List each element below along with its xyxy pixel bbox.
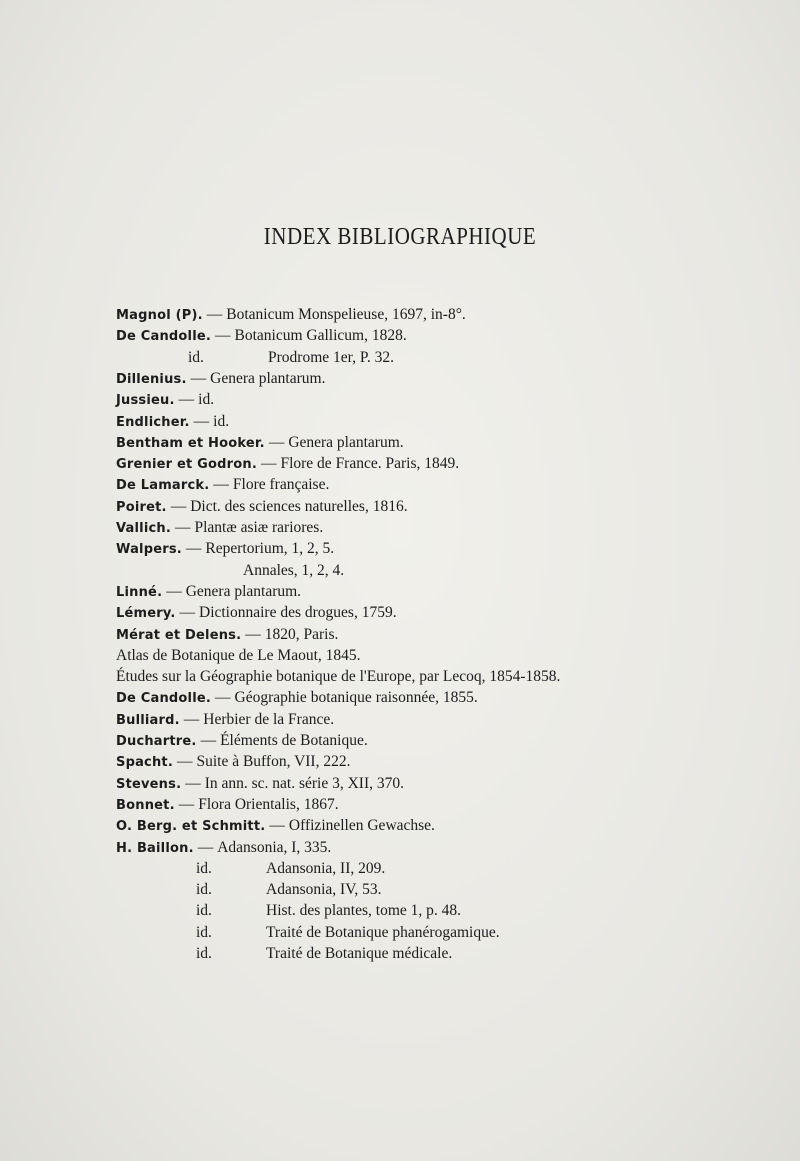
entry-work: Prodrome 1er, P. 32. (268, 348, 394, 366)
entry-separator: — (185, 774, 201, 792)
entry-author: Endlicher. (116, 414, 190, 430)
entry-author: Duchartre. (116, 734, 197, 749)
entry-work: Adansonia, II, 209. (266, 859, 386, 877)
bibliography-entry (116, 773, 404, 794)
bibliography-entry (116, 666, 560, 687)
entry-work: Genera plantarum. (210, 369, 326, 387)
bibliography-entry (116, 538, 334, 559)
bibliography-entry (116, 645, 361, 666)
entry-author: Grenier et Godron. (116, 457, 257, 473)
entry-author: De Candolle. (116, 691, 212, 707)
bibliography-entry (116, 581, 301, 602)
bibliography-entry (116, 496, 408, 517)
entry-work: Hist. des plantes, tome 1, p. 48. (266, 902, 462, 920)
entry-separator: — (200, 732, 217, 749)
entry-work: Botanicum Monspelieuse, 1697, in-8°. (226, 306, 466, 323)
entry-work: Traité de Botanique phanérogamique. (266, 923, 500, 941)
bibliography-entry (116, 304, 466, 325)
entry-work: Botanicum Gallicum, 1828. (234, 327, 407, 345)
entry-separator: — (185, 540, 202, 558)
entry-work: Géographie botanique raisonnée, 1855. (234, 689, 478, 707)
entry-author: Stevens. (116, 776, 182, 792)
entry-author: Vallich. (116, 521, 171, 536)
entry-work: id. (213, 412, 230, 430)
entry-separator: — (190, 369, 207, 387)
bibliography-entry (116, 751, 350, 772)
entry-work: Annales, 1, 2, 4. (243, 561, 345, 579)
entry-work: Adansonia, IV, 53. (266, 881, 382, 899)
entry-work: Dict. des sciences naturelles, 1816. (190, 497, 408, 515)
bibliography-entry (116, 389, 214, 410)
entry-work: Traité de Botanique médicale. (266, 945, 453, 962)
bibliography-entry (116, 730, 368, 751)
entry-work: Suite à Buffon, VII, 222. (196, 753, 351, 771)
entry-work: Offizinellen Gewachse. (288, 817, 435, 835)
entry-id: id. (196, 902, 212, 920)
entry-author: Linné. (116, 584, 163, 600)
entry-work: Herbier de la France. (203, 710, 335, 728)
entry-author: Jussieu. (116, 393, 175, 409)
entry-author: Dillenius. (116, 371, 187, 387)
entry-separator: — (178, 795, 195, 813)
entry-work: Éléments de Botanique. (220, 732, 368, 749)
entry-work: Plantæ asiæ rariores. (194, 519, 324, 536)
entry-author: Lémery. (116, 606, 176, 622)
entry-author: Mérat et Delens. (116, 627, 242, 643)
entry-author: Poiret. (116, 499, 167, 515)
entry-author: Magnol (P). (116, 308, 203, 323)
bibliography-entry (116, 837, 331, 858)
entry-id: id. (196, 859, 212, 877)
entry-work: Genera plantarum. (288, 433, 404, 451)
entry-text: Atlas de Botanique de Le Maout, 1845. (116, 646, 361, 664)
bibliography-entry (116, 602, 397, 623)
entry-work: Dictionnaire des drogues, 1759. (199, 604, 397, 622)
entry-separator: — (260, 455, 277, 473)
entry-id: id. (196, 881, 212, 899)
entry-work: Genera plantarum. (185, 582, 302, 600)
entry-author: Spacht. (116, 755, 173, 771)
entry-separator: — (245, 625, 261, 643)
entry-author: Bulliard. (116, 712, 180, 728)
entry-author: H. Baillon. (116, 840, 194, 856)
entry-separator: — (176, 753, 193, 771)
entry-separator: — (193, 412, 210, 430)
entry-author: De Candolle. (116, 329, 212, 345)
entry-separator: — (166, 582, 182, 600)
entry-id: id. (188, 348, 204, 366)
entry-text: Études sur la Géographie botanique de l'Europe, par Lecoq, 1854-1858. (116, 668, 561, 686)
entry-work: Repertorium, 1, 2, 5. (205, 540, 335, 558)
entry-separator: — (197, 838, 214, 856)
bibliography-entry (116, 474, 329, 495)
entry-author: O. Berg. et Schmitt. (116, 819, 266, 835)
entry-author: Bonnet. (116, 797, 175, 813)
bibliography-entry (116, 709, 334, 730)
entry-separator: — (179, 604, 195, 622)
bibliography-entry (116, 624, 338, 645)
entry-separator: — (268, 433, 285, 451)
bibliography-entry (116, 687, 478, 708)
bibliography-entry (116, 325, 407, 346)
bibliography-entry (116, 517, 323, 538)
entry-separator: — (213, 476, 229, 494)
entry-separator: — (175, 519, 191, 536)
entry-separator: — (170, 497, 187, 515)
bibliography-entry (243, 560, 344, 581)
bibliography-entry (116, 815, 435, 836)
entry-separator: — (269, 817, 285, 835)
bibliography-entry (116, 794, 339, 815)
entry-id: id. (196, 923, 212, 941)
entry-id: id. (196, 945, 212, 962)
entry-separator: — (215, 327, 231, 345)
page-title: INDEX BIBLIOGRAPHIQUE (263, 222, 537, 250)
bibliography-entry (116, 432, 404, 453)
entry-work: Adansonia, I, 335. (217, 838, 332, 856)
bibliography-entry (116, 453, 459, 474)
entry-work: Flore de France. Paris, 1849. (280, 455, 460, 473)
entry-work: In ann. sc. nat. série 3, XII, 370. (204, 774, 405, 792)
entry-work: Flore française. (232, 476, 330, 494)
entry-separator: — (183, 710, 200, 728)
entry-separator: — (215, 689, 231, 707)
entry-author: Walpers. (116, 542, 182, 558)
entry-work: Flora Orientalis, 1867. (198, 795, 339, 813)
bibliography-entry (116, 411, 229, 432)
entry-work: id. (198, 391, 215, 409)
bibliography-entry (116, 368, 325, 389)
entry-work: 1820, Paris. (264, 625, 339, 643)
entry-author: De Lamarck. (116, 478, 210, 494)
entry-separator: — (206, 306, 223, 323)
entry-separator: — (178, 391, 195, 409)
entry-author: Bentham et Hooker. (116, 435, 265, 451)
